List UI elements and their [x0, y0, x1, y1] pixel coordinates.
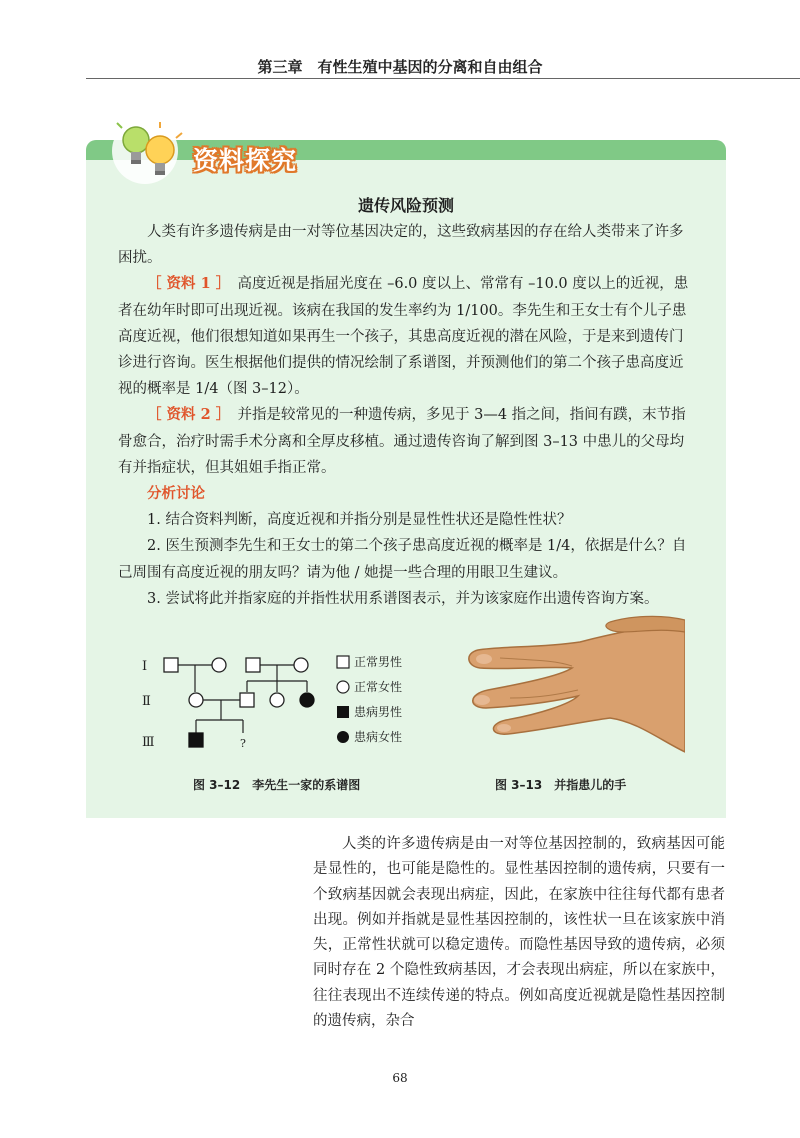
- generation-label-2: Ⅱ: [142, 694, 151, 709]
- material-2-tag: ［ 资料 2 ］: [147, 406, 223, 424]
- discussion-heading: 分析讨论: [147, 486, 205, 503]
- header-rule: [86, 78, 800, 79]
- material-1-paragraph: [118, 271, 691, 402]
- gen1-male-1: [164, 658, 178, 672]
- legend-affected-female: 患病女性: [354, 730, 403, 744]
- gen2-female-wang: [189, 693, 203, 707]
- intro-paragraph: 人类有许多遗传病是由一对等位基因决定的，这些致病基因的存在给人类带来了许多困扰。: [118, 224, 684, 267]
- gen1-male-2: [246, 658, 260, 672]
- main-paragraph-text: 人类的许多遗传病是由一对等位基因控制的，致病基因可能是显性的，也可能是隐性的。显性基因控制的遗传病，只要有一个致病基因就会表现出病症，因此，在家族中往往每代都有患者出现。例如并指就是显性基因控制的，该性状一旦在该家族中消失，正常性状就可以稳定遗传。而隐性基因导致的遗传病，必须同时存在 2 个隐性致病基因，才会表现出病症，所以在家族中，往往表现出不连续传递的特点。例如高度近视就是隐性基因控制的遗传病，杂合: [313, 836, 725, 1030]
- gen1-female-1: [212, 658, 226, 672]
- page-number: 68: [392, 1071, 408, 1085]
- generation-label-3: Ⅲ: [142, 735, 155, 750]
- fig-3-12-caption: 图 3–12 李先生一家的系谱图: [193, 778, 361, 792]
- material-2-paragraph: [118, 402, 691, 481]
- gen2-female-sibling: [270, 693, 284, 707]
- pedigree-chart: [140, 650, 440, 760]
- gen2-male-li: [240, 693, 254, 707]
- gen3-affected-son: [189, 733, 203, 747]
- question-2: 2. 医生预测李先生和王女士的第二个孩子患高度近视的概率是 1/4，依据是什么？自己周围有高度近视的朋友吗？请为他 / 她提一些合理的用眼卫生建议。: [118, 538, 687, 581]
- legend-affected-male-icon: [337, 706, 349, 718]
- section-title: 资料探究: [193, 146, 298, 175]
- gen2-affected-female: [300, 693, 314, 707]
- material-1-text: 高度近视是指屈光度在 –6.0 度以上、常常有 –10.0 度以上的近视，患者在幼年时即可出现近视。该病在我国的发生率约为 1/100。李先生和王女士有个儿子患高度近视，他们很想知道如果再生一个孩子，其患高度近视的潜在风险，于是来到遗传门诊进行咨询。医生根据他们提供的情况绘制了系谱图，并预测他们的第二个孩子患高度近视的概率是 1/4（图 3–12）。: [118, 276, 689, 398]
- legend-normal-male: 正常男性: [354, 655, 403, 669]
- fig-3-13-caption: 图 3–13 并指患儿的手: [495, 778, 627, 792]
- legend-affected-male: 患病男性: [354, 705, 403, 719]
- legend-normal-male-icon: [337, 656, 349, 668]
- gen1-female-2: [294, 658, 308, 672]
- legend-normal-female: 正常女性: [354, 680, 403, 694]
- question-1: 1. 结合资料判断，高度近视和并指分别是显性性状还是隐性性状？: [147, 512, 572, 529]
- generation-label-1: Ⅰ: [142, 659, 148, 674]
- running-head: 第三章 有性生殖中基因的分离和自由组合: [257, 58, 543, 76]
- main-paragraph: [313, 832, 725, 1034]
- material-1-tag: ［ 资料 1 ］: [147, 275, 223, 293]
- gen3-unknown-mark: ?: [240, 737, 246, 750]
- article-title: 遗传风险预测: [357, 196, 454, 215]
- legend-normal-female-icon: [337, 681, 349, 693]
- question-3: 3. 尝试将此并指家庭的并指性状用系谱图表示，并为该家庭作出遗传咨询方案。: [147, 590, 659, 607]
- syndactyly-hand-photo: [460, 612, 685, 762]
- legend-affected-female-icon: [337, 731, 349, 743]
- material-2-text: 并指是较常见的一种遗传病，多见于 3—4 指之间，指间有蹼，末节指骨愈合，治疗时需手术分离和全厚皮移植。通过遗传咨询了解到图 3–13 中患儿的父母均有并指症状，但其姐姐手指正常。: [118, 407, 686, 476]
- lightbulb-icon: [100, 116, 190, 186]
- article-body: [118, 219, 691, 612]
